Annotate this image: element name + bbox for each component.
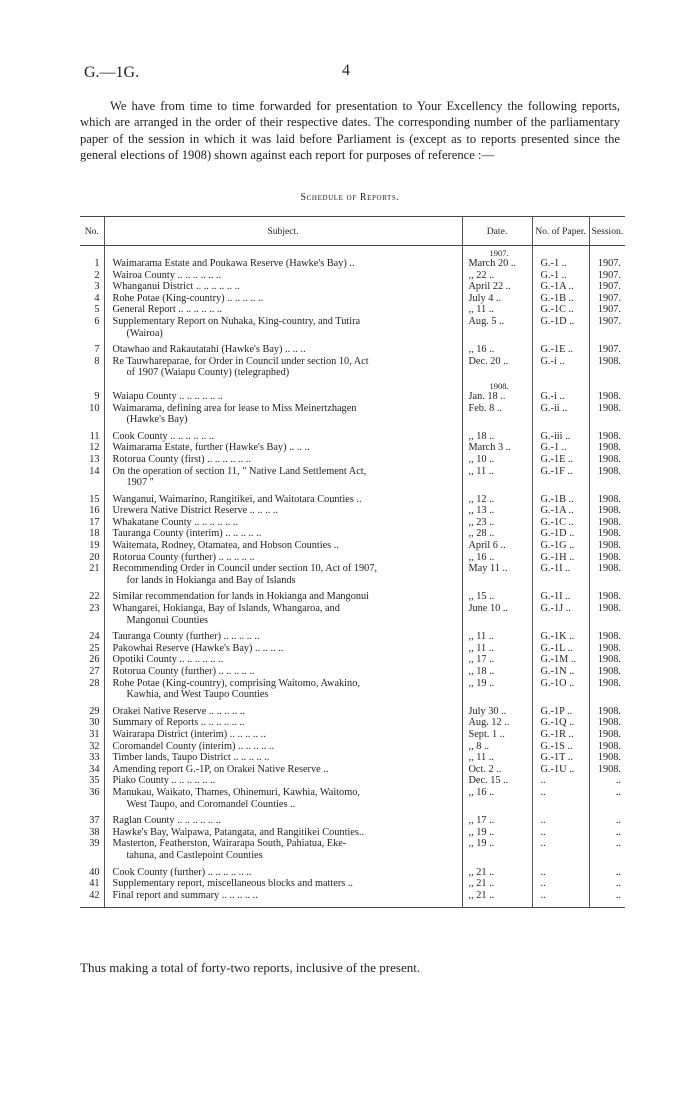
report-number: 22 bbox=[89, 591, 100, 603]
table-row bbox=[80, 678, 625, 701]
paper-number: G.-iii .. bbox=[532, 426, 589, 443]
table-row bbox=[80, 586, 625, 603]
session-year: 1908. bbox=[597, 442, 621, 454]
paper-number: G.-1J .. bbox=[532, 603, 589, 626]
report-date: ,, 19 .. bbox=[462, 678, 532, 701]
report-date: Aug. 12 .. bbox=[462, 717, 532, 729]
paper-number: .. bbox=[532, 878, 589, 890]
paper-number: G.-1T .. bbox=[532, 752, 589, 764]
session-year: .. bbox=[615, 866, 621, 878]
paper-number: .. bbox=[532, 827, 589, 839]
report-number: 25 bbox=[89, 642, 100, 654]
report-subject: Waimarama, defining area for lease to Miss Meinertzhagen bbox=[112, 402, 357, 414]
report-subject: Amending report G.-1P, on Orakei Native Reserve .. bbox=[112, 763, 329, 775]
table-row bbox=[80, 626, 625, 643]
session-year: .. bbox=[615, 775, 621, 787]
paper-number: .. bbox=[532, 838, 589, 861]
report-subject: Final report and summary .. .. .. .. .. bbox=[112, 889, 258, 901]
report-subject: Summary of Reports .. .. .. .. .. .. bbox=[112, 717, 245, 729]
table-row bbox=[80, 838, 625, 861]
report-subject: General Report .. .. .. .. .. .. bbox=[112, 304, 223, 316]
report-number: 19 bbox=[89, 540, 100, 552]
table-row bbox=[80, 316, 625, 339]
session-year: 1908. bbox=[597, 551, 621, 563]
report-date: ,, 17 .. bbox=[462, 654, 532, 666]
report-date: ,, 21 .. bbox=[462, 878, 532, 890]
table-row bbox=[80, 717, 625, 729]
report-number: 35 bbox=[89, 775, 100, 787]
paper-number: G.-1F .. bbox=[532, 466, 589, 489]
report-number: 33 bbox=[89, 752, 100, 764]
table-row bbox=[80, 426, 625, 443]
table-row bbox=[80, 741, 625, 753]
session-year: 1907. bbox=[597, 281, 621, 293]
table-row bbox=[80, 489, 625, 506]
report-number: 6 bbox=[94, 315, 100, 327]
report-number: 36 bbox=[89, 786, 100, 798]
report-subject: Hawke's Bay, Waipawa, Patangata, and Rangitikei Counties.. bbox=[112, 826, 365, 838]
paper-number: G.-1P .. bbox=[532, 701, 589, 718]
session-year: 1908. bbox=[597, 654, 621, 666]
table-row bbox=[80, 304, 625, 316]
schedule-rows bbox=[80, 246, 625, 908]
paper-number: G.-1C .. bbox=[532, 304, 589, 316]
report-number: 38 bbox=[89, 826, 100, 838]
report-date: March 3 .. bbox=[462, 442, 532, 454]
paper-number: G.-1B .. bbox=[532, 489, 589, 506]
report-subject-continuation: Mangonui Counties bbox=[126, 614, 209, 626]
year-row bbox=[80, 246, 625, 259]
report-subject: Wairarapa District (interim) .. .. .. .. .. bbox=[112, 728, 266, 740]
page-number: 4 bbox=[342, 62, 350, 79]
report-number: 14 bbox=[89, 465, 100, 477]
table-row bbox=[80, 787, 625, 810]
report-subject-continuation: Kawhia, and West Taupo Counties bbox=[126, 689, 269, 701]
table-row bbox=[80, 391, 625, 403]
schedule-table bbox=[80, 216, 625, 908]
paper-number: G.-1 .. bbox=[532, 442, 589, 454]
report-number: 40 bbox=[89, 866, 100, 878]
report-subject: Rohe Potae (King-country), comprising Waitomo, Awakino, bbox=[112, 677, 360, 689]
report-subject: Raglan County .. .. .. .. .. .. bbox=[112, 815, 221, 827]
paper-number: G.-1L .. bbox=[532, 643, 589, 655]
session-year: 1908. bbox=[597, 453, 621, 465]
paper-number: G.-1M .. bbox=[532, 654, 589, 666]
session-year: 1908. bbox=[597, 563, 621, 575]
paper-number: .. bbox=[532, 810, 589, 827]
table-row bbox=[80, 643, 625, 655]
session-year: 1908. bbox=[597, 540, 621, 552]
report-subject: Coromandel County (interim) .. .. .. .. .. bbox=[112, 740, 275, 752]
report-subject: Recommending Order in Council under section 10, Act of 1907, bbox=[112, 563, 378, 575]
session-year: 1908. bbox=[597, 505, 621, 517]
report-date: ,, 17 .. bbox=[462, 810, 532, 827]
report-date: ,, 11 .. bbox=[462, 466, 532, 489]
report-subject: Whangarei, Hokianga, Bay of Islands, Whangaroa, and bbox=[112, 603, 340, 615]
table-row bbox=[80, 827, 625, 839]
report-date: June 10 .. bbox=[462, 603, 532, 626]
paper-number: G.-1G .. bbox=[532, 540, 589, 552]
paper-number: G.-1 .. bbox=[532, 258, 589, 270]
report-subject: Opotiki County .. .. .. .. .. .. bbox=[112, 654, 224, 666]
report-subject: Re Tauwhareparae, for Order in Council under section 10, Act bbox=[112, 355, 369, 367]
report-number: 15 bbox=[89, 493, 100, 505]
report-number: 37 bbox=[89, 815, 100, 827]
session-year: 1907. bbox=[597, 304, 621, 316]
table-row bbox=[80, 890, 625, 908]
session-year: .. bbox=[589, 890, 625, 908]
report-date: Aug. 5 .. bbox=[462, 316, 532, 339]
paper-number: G.-1E .. bbox=[532, 339, 589, 356]
paper-number: .. bbox=[532, 775, 589, 787]
table-row bbox=[80, 403, 625, 426]
report-number: 11 bbox=[89, 430, 100, 442]
report-date: ,, 28 .. bbox=[462, 528, 532, 540]
table-row bbox=[80, 454, 625, 466]
session-year: .. bbox=[615, 878, 621, 890]
report-subject: Whanganui District .. .. .. .. .. .. bbox=[112, 281, 240, 293]
session-year: 1908. bbox=[597, 728, 621, 740]
paper-number: .. bbox=[532, 890, 589, 908]
table-row bbox=[80, 701, 625, 718]
paper-number: G.-1U .. bbox=[532, 764, 589, 776]
paper-number: G.-1E .. bbox=[532, 454, 589, 466]
report-date: Sept. 1 .. bbox=[462, 729, 532, 741]
table-header-row bbox=[80, 217, 625, 246]
report-date: ,, 18 .. bbox=[462, 666, 532, 678]
report-date: ,, 16 .. bbox=[462, 552, 532, 564]
report-subject: Masterton, Featherston, Wairarapa South, Pahiatua, Eke- bbox=[112, 838, 347, 850]
report-subject: Manukau, Waikato, Thames, Ohinemuri, Kawhia, Waitomo, bbox=[112, 786, 360, 798]
report-date: ,, 21 .. bbox=[462, 862, 532, 879]
report-number: 30 bbox=[89, 717, 100, 729]
report-number: 16 bbox=[89, 505, 100, 517]
paper-number: G.-i .. bbox=[532, 356, 589, 379]
report-date: April 22 .. bbox=[462, 281, 532, 293]
session-year: 1908. bbox=[597, 591, 621, 603]
paper-number: G.-1D .. bbox=[532, 528, 589, 540]
session-year: 1908. bbox=[597, 705, 621, 717]
table-row bbox=[80, 517, 625, 529]
report-date: ,, 15 .. bbox=[462, 586, 532, 603]
paper-number: .. bbox=[532, 787, 589, 810]
paper-number: G.-1I .. bbox=[532, 586, 589, 603]
report-subject: Rohe Potae (King-country) .. .. .. .. .. bbox=[112, 292, 264, 304]
session-year: 1908. bbox=[597, 355, 621, 367]
col-header-no: No. bbox=[80, 217, 104, 246]
paper-number: G.-1N .. bbox=[532, 666, 589, 678]
table-row bbox=[80, 339, 625, 356]
report-subject-continuation: 1907 " bbox=[126, 477, 154, 489]
report-date: Feb. 8 .. bbox=[462, 403, 532, 426]
paper-number: G.-1 .. bbox=[532, 270, 589, 282]
session-year: 1908. bbox=[597, 631, 621, 643]
paper-number: G.-1A .. bbox=[532, 281, 589, 293]
paper-number: G.-1K .. bbox=[532, 626, 589, 643]
report-date: May 11 .. bbox=[462, 563, 532, 586]
session-year: 1908. bbox=[597, 752, 621, 764]
report-number: 31 bbox=[89, 728, 100, 740]
report-date: ,, 10 .. bbox=[462, 454, 532, 466]
paper-number: G.-1C .. bbox=[532, 517, 589, 529]
document-reference: G.—1G. bbox=[84, 64, 140, 81]
session-year: 1908. bbox=[597, 430, 621, 442]
report-subject-continuation: (Hawke's Bay) bbox=[126, 414, 188, 426]
report-subject: Tauranga County (interim) .. .. .. .. .. bbox=[112, 528, 262, 540]
report-number: 5 bbox=[94, 304, 100, 316]
report-number: 17 bbox=[89, 516, 100, 528]
report-subject: Rotorua County (first) .. .. .. .. .. .. bbox=[112, 453, 251, 465]
session-year: 1907. bbox=[597, 344, 621, 356]
report-subject-continuation: tahuna, and Castlepoint Counties bbox=[126, 849, 263, 861]
paper-number: G.-1S .. bbox=[532, 741, 589, 753]
footer-note: Thus making a total of forty-two reports, inclusive of the present. bbox=[80, 960, 421, 975]
table-row bbox=[80, 528, 625, 540]
report-subject: Orakei Native Reserve .. .. .. .. .. bbox=[112, 705, 245, 717]
session-year: 1908. bbox=[597, 763, 621, 775]
report-number: 21 bbox=[89, 563, 100, 575]
report-subject: Waimarama Estate and Poukawa Reserve (Hawke's Bay) .. bbox=[112, 258, 355, 269]
table-row bbox=[80, 603, 625, 626]
report-number: 26 bbox=[89, 654, 100, 666]
report-number: 12 bbox=[89, 442, 100, 454]
report-date: ,, 22 .. bbox=[462, 270, 532, 282]
report-number: 29 bbox=[89, 705, 100, 717]
report-number: 39 bbox=[89, 838, 100, 850]
report-number: 18 bbox=[89, 528, 100, 540]
report-date: ,, 23 .. bbox=[462, 517, 532, 529]
table-row bbox=[80, 878, 625, 890]
report-number: 2 bbox=[94, 269, 100, 281]
table-row bbox=[80, 563, 625, 586]
table-row bbox=[80, 862, 625, 879]
report-number: 41 bbox=[89, 878, 100, 890]
table-row bbox=[80, 356, 625, 379]
report-date: July 4 .. bbox=[462, 293, 532, 305]
report-date: ,, 11 .. bbox=[462, 643, 532, 655]
paper-number: G.-1R .. bbox=[532, 729, 589, 741]
table-row bbox=[80, 764, 625, 776]
report-subject: Waitemata, Rodney, Otamatea, and Hobson Counties .. bbox=[112, 540, 339, 552]
session-year: 1907. bbox=[597, 315, 621, 327]
paper-number: G.-1A .. bbox=[532, 505, 589, 517]
table-row bbox=[80, 775, 625, 787]
table-row bbox=[80, 505, 625, 517]
report-number: 8 bbox=[94, 355, 100, 367]
paper-number: G.-1Q .. bbox=[532, 717, 589, 729]
report-number: 13 bbox=[89, 453, 100, 465]
report-date: ,, 16 .. bbox=[462, 787, 532, 810]
report-number: 3 bbox=[94, 281, 100, 293]
table-row bbox=[80, 810, 625, 827]
table-row bbox=[80, 540, 625, 552]
table-row bbox=[80, 281, 625, 293]
table-row bbox=[80, 666, 625, 678]
report-subject: Wairoa County .. .. .. .. .. .. bbox=[112, 269, 222, 281]
paper-number: G.-1B .. bbox=[532, 293, 589, 305]
report-number: 4 bbox=[94, 292, 100, 304]
report-number: 7 bbox=[94, 344, 100, 356]
session-year: 1908. bbox=[597, 493, 621, 505]
session-year: .. bbox=[615, 826, 621, 838]
report-subject: Waiapu County .. .. .. .. .. .. bbox=[112, 390, 223, 402]
session-year: .. bbox=[615, 838, 621, 850]
session-year: 1908. bbox=[597, 516, 621, 528]
report-subject: Supplementary Report on Nuhaka, King-country, and Tutira bbox=[112, 315, 361, 327]
col-header-date: Date. bbox=[462, 217, 532, 246]
table-row bbox=[80, 258, 625, 270]
table-row bbox=[80, 293, 625, 305]
table-row bbox=[80, 552, 625, 564]
report-number: 28 bbox=[89, 677, 100, 689]
table-row bbox=[80, 466, 625, 489]
report-number: 24 bbox=[89, 631, 100, 643]
table-row bbox=[80, 729, 625, 741]
paper-number: G.-ii .. bbox=[532, 403, 589, 426]
report-date: ,, 11 .. bbox=[462, 752, 532, 764]
report-subject: On the operation of section 11, " Native Land Settlement Act, bbox=[112, 465, 367, 477]
report-number: 23 bbox=[89, 603, 100, 615]
paper-number: G.-1H .. bbox=[532, 552, 589, 564]
schedule-title: Schedule of Reports. bbox=[300, 192, 400, 203]
session-year: 1907. bbox=[597, 258, 621, 269]
report-subject: Cook County .. .. .. .. .. .. bbox=[112, 430, 215, 442]
report-date: ,, 8 .. bbox=[462, 741, 532, 753]
table-row bbox=[80, 442, 625, 454]
col-header-paper: No. of Paper. bbox=[532, 217, 589, 246]
year-label: 1907. bbox=[462, 246, 532, 259]
report-subject: Tauranga County (further) .. .. .. .. .. bbox=[112, 631, 260, 643]
report-subject: Timber lands, Taupo District .. .. .. .. .. bbox=[112, 752, 270, 764]
paper-number: G.-1O .. bbox=[532, 678, 589, 701]
session-year: .. bbox=[615, 815, 621, 827]
report-subject: Waimarama Estate, further (Hawke's Bay) .. .. .. bbox=[112, 442, 310, 454]
report-subject: Wanganui, Waimarino, Rangitikei, and Waitotara Counties .. bbox=[112, 493, 362, 505]
report-subject: Whakatane County .. .. .. .. .. .. bbox=[112, 516, 239, 528]
report-subject: Rotorua County (further) .. .. .. .. .. bbox=[112, 551, 255, 563]
report-date: March 20 .. bbox=[462, 258, 532, 270]
paper-number: G.-i .. bbox=[532, 391, 589, 403]
report-number: 1 bbox=[94, 258, 100, 269]
report-number: 9 bbox=[94, 390, 100, 402]
report-subject: Piako County .. .. .. .. .. .. bbox=[112, 775, 216, 787]
report-number: 27 bbox=[89, 666, 100, 677]
intro-paragraph: We have from time to time forwarded for presentation to Your Excellency the following reports, which are arranged in the order of their respective dates. The corresponding number of the parliamentary paper of the session in which it was laid before Parliament is (except as to reports presented since the general elections of 1908) shown against each report for purposes of reference :— bbox=[80, 99, 620, 163]
session-year: 1908. bbox=[597, 603, 621, 615]
report-subject-continuation: West Taupo, and Coromandel Counties .. bbox=[126, 798, 296, 810]
paper-number: G.-1D .. bbox=[532, 316, 589, 339]
report-date: Dec. 15 .. bbox=[462, 775, 532, 787]
report-subject: Similar recommendation for lands in Hokianga and Mangonui bbox=[112, 591, 370, 603]
report-number: 42 bbox=[80, 890, 104, 908]
report-subject: Pakowhai Reserve (Hawke's Bay) .. .. .. .. bbox=[112, 642, 284, 654]
table-row bbox=[80, 270, 625, 282]
report-subject-continuation: for lands in Hokianga and Bay of Islands bbox=[126, 574, 296, 586]
session-year: 1907. bbox=[597, 292, 621, 304]
report-date: ,, 18 .. bbox=[462, 426, 532, 443]
report-date: ,, 19 .. bbox=[462, 827, 532, 839]
report-number: 20 bbox=[89, 551, 100, 563]
col-header-session: Session. bbox=[589, 217, 625, 246]
report-number: 10 bbox=[89, 402, 100, 414]
report-date: ,, 13 .. bbox=[462, 505, 532, 517]
report-date: ,, 21 .. bbox=[462, 890, 532, 908]
session-year: 1908. bbox=[597, 402, 621, 414]
col-header-subject: Subject. bbox=[104, 217, 462, 246]
report-date: July 30 .. bbox=[462, 701, 532, 718]
report-date: Jan. 18 .. bbox=[462, 391, 532, 403]
report-subject: Otawhao and Rakautatahi (Hawke's Bay) .. .. .. bbox=[112, 344, 306, 356]
report-subject: Rotorua County (further) .. .. .. .. .. bbox=[112, 666, 255, 677]
report-number: 34 bbox=[89, 763, 100, 775]
session-year: 1908. bbox=[597, 717, 621, 729]
session-year: 1908. bbox=[597, 666, 621, 677]
report-date: ,, 16 .. bbox=[462, 339, 532, 356]
report-date: ,, 19 .. bbox=[462, 838, 532, 861]
session-year: 1907. bbox=[597, 269, 621, 281]
report-subject: Urewera Native District Reserve .. .. .. .. bbox=[112, 505, 279, 517]
session-year: .. bbox=[615, 786, 621, 798]
report-date: ,, 12 .. bbox=[462, 489, 532, 506]
table-row bbox=[80, 752, 625, 764]
report-subject-continuation: (Wairoa) bbox=[126, 327, 163, 339]
report-number: 32 bbox=[89, 740, 100, 752]
report-date: ,, 11 .. bbox=[462, 626, 532, 643]
report-date: ,, 11 .. bbox=[462, 304, 532, 316]
session-year: 1908. bbox=[597, 390, 621, 402]
session-year: 1908. bbox=[597, 677, 621, 689]
paper-number: .. bbox=[532, 862, 589, 879]
year-row bbox=[80, 379, 625, 391]
table-row bbox=[80, 654, 625, 666]
year-label: 1908. bbox=[462, 379, 532, 391]
paper-number: G.-1I .. bbox=[532, 563, 589, 586]
session-year: 1908. bbox=[597, 642, 621, 654]
session-year: 1908. bbox=[597, 740, 621, 752]
report-subject-continuation: of 1907 (Waiapu County) (telegraphed) bbox=[126, 367, 290, 379]
session-year: 1908. bbox=[597, 465, 621, 477]
session-year: 1908. bbox=[597, 528, 621, 540]
report-date: Oct. 2 .. bbox=[462, 764, 532, 776]
report-date: April 6 .. bbox=[462, 540, 532, 552]
report-subject: Supplementary report, miscellaneous blocks and matters .. bbox=[112, 878, 353, 890]
report-subject: Cook County (further) .. .. .. .. .. .. bbox=[112, 866, 252, 878]
report-date: Dec. 20 .. bbox=[462, 356, 532, 379]
